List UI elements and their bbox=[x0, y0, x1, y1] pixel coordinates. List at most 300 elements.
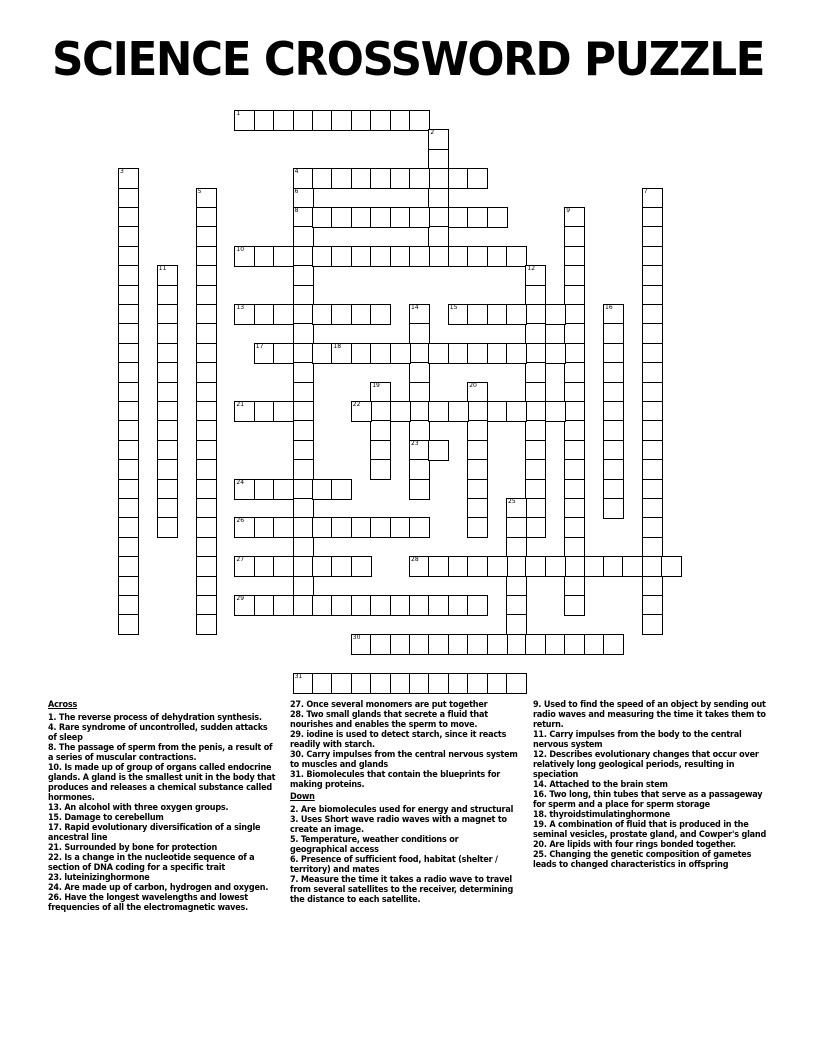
grid-cell[interactable] bbox=[118, 265, 139, 286]
grid-cell[interactable] bbox=[370, 517, 391, 538]
grid-cell[interactable] bbox=[254, 517, 275, 538]
grid-cell[interactable] bbox=[564, 595, 585, 616]
grid-cell[interactable] bbox=[196, 207, 217, 228]
grid-cell[interactable] bbox=[409, 246, 430, 267]
grid-cell[interactable] bbox=[157, 323, 178, 344]
grid-cell[interactable] bbox=[642, 420, 663, 441]
grid-cell[interactable] bbox=[545, 401, 566, 422]
grid-cell[interactable] bbox=[293, 304, 314, 325]
grid-cell[interactable] bbox=[312, 343, 333, 364]
grid-cell[interactable] bbox=[293, 323, 314, 344]
grid-cell[interactable] bbox=[331, 207, 352, 228]
grid-cell[interactable] bbox=[118, 285, 139, 306]
grid-cell[interactable] bbox=[293, 576, 314, 597]
grid-cell[interactable] bbox=[409, 556, 430, 577]
grid-cell[interactable] bbox=[293, 556, 314, 577]
grid-cell[interactable] bbox=[293, 188, 314, 209]
grid-cell[interactable] bbox=[642, 556, 663, 577]
grid-cell[interactable] bbox=[428, 149, 449, 170]
grid-cell[interactable] bbox=[603, 498, 624, 519]
grid-cell[interactable] bbox=[196, 517, 217, 538]
grid-cell[interactable] bbox=[409, 401, 430, 422]
grid-cell[interactable] bbox=[467, 556, 488, 577]
grid-cell[interactable] bbox=[390, 517, 411, 538]
grid-cell[interactable] bbox=[564, 537, 585, 558]
grid-cell[interactable] bbox=[273, 479, 294, 500]
grid-cell[interactable] bbox=[196, 188, 217, 209]
grid-cell[interactable] bbox=[409, 517, 430, 538]
grid-cell[interactable] bbox=[351, 168, 372, 189]
grid-cell[interactable] bbox=[118, 207, 139, 228]
grid-cell[interactable] bbox=[525, 304, 546, 325]
grid-cell[interactable] bbox=[428, 343, 449, 364]
grid-cell[interactable] bbox=[390, 168, 411, 189]
grid-cell[interactable] bbox=[331, 556, 352, 577]
grid-cell[interactable] bbox=[448, 168, 469, 189]
grid-cell[interactable] bbox=[603, 323, 624, 344]
grid-cell[interactable] bbox=[448, 343, 469, 364]
grid-cell[interactable] bbox=[312, 246, 333, 267]
grid-cell[interactable] bbox=[331, 304, 352, 325]
grid-cell[interactable] bbox=[234, 479, 255, 500]
grid-cell[interactable] bbox=[487, 207, 508, 228]
grid-cell[interactable] bbox=[273, 110, 294, 131]
grid-cell[interactable] bbox=[351, 304, 372, 325]
grid-cell[interactable] bbox=[642, 537, 663, 558]
grid-cell[interactable] bbox=[506, 576, 527, 597]
grid-cell[interactable] bbox=[370, 595, 391, 616]
grid-cell[interactable] bbox=[409, 362, 430, 383]
grid-cell[interactable] bbox=[351, 595, 372, 616]
grid-cell[interactable] bbox=[467, 401, 488, 422]
grid-cell[interactable] bbox=[370, 382, 391, 403]
grid-cell[interactable] bbox=[157, 265, 178, 286]
grid-cell[interactable] bbox=[157, 343, 178, 364]
grid-cell[interactable] bbox=[467, 207, 488, 228]
grid-cell[interactable] bbox=[370, 440, 391, 461]
grid-cell[interactable] bbox=[118, 168, 139, 189]
grid-cell[interactable] bbox=[312, 595, 333, 616]
grid-cell[interactable] bbox=[448, 246, 469, 267]
grid-cell[interactable] bbox=[603, 556, 624, 577]
grid-cell[interactable] bbox=[642, 226, 663, 247]
grid-cell[interactable] bbox=[506, 614, 527, 635]
grid-cell[interactable] bbox=[603, 382, 624, 403]
grid-cell[interactable] bbox=[467, 673, 488, 694]
grid-cell[interactable] bbox=[157, 517, 178, 538]
grid-cell[interactable] bbox=[390, 110, 411, 131]
grid-cell[interactable] bbox=[293, 537, 314, 558]
grid-cell[interactable] bbox=[234, 556, 255, 577]
grid-cell[interactable] bbox=[448, 304, 469, 325]
grid-cell[interactable] bbox=[293, 207, 314, 228]
grid-cell[interactable] bbox=[370, 343, 391, 364]
grid-cell[interactable] bbox=[118, 440, 139, 461]
grid-cell[interactable] bbox=[506, 537, 527, 558]
grid-cell[interactable] bbox=[118, 459, 139, 480]
grid-cell[interactable] bbox=[448, 401, 469, 422]
grid-cell[interactable] bbox=[254, 343, 275, 364]
grid-cell[interactable] bbox=[157, 285, 178, 306]
grid-cell[interactable] bbox=[428, 673, 449, 694]
grid-cell[interactable] bbox=[564, 207, 585, 228]
grid-cell[interactable] bbox=[506, 304, 527, 325]
grid-cell[interactable] bbox=[293, 110, 314, 131]
grid-cell[interactable] bbox=[390, 595, 411, 616]
grid-cell[interactable] bbox=[370, 673, 391, 694]
grid-cell[interactable] bbox=[467, 517, 488, 538]
grid-cell[interactable] bbox=[409, 304, 430, 325]
grid-cell[interactable] bbox=[448, 673, 469, 694]
grid-cell[interactable] bbox=[390, 246, 411, 267]
grid-cell[interactable] bbox=[293, 285, 314, 306]
grid-cell[interactable] bbox=[545, 634, 566, 655]
grid-cell[interactable] bbox=[234, 110, 255, 131]
grid-cell[interactable] bbox=[487, 673, 508, 694]
grid-cell[interactable] bbox=[293, 226, 314, 247]
grid-cell[interactable] bbox=[196, 498, 217, 519]
grid-cell[interactable] bbox=[584, 634, 605, 655]
grid-cell[interactable] bbox=[118, 517, 139, 538]
grid-cell[interactable] bbox=[409, 110, 430, 131]
grid-cell[interactable] bbox=[118, 479, 139, 500]
grid-cell[interactable] bbox=[196, 246, 217, 267]
grid-cell[interactable] bbox=[525, 362, 546, 383]
grid-cell[interactable] bbox=[506, 401, 527, 422]
grid-cell[interactable] bbox=[487, 304, 508, 325]
grid-cell[interactable] bbox=[467, 440, 488, 461]
grid-cell[interactable] bbox=[370, 459, 391, 480]
grid-cell[interactable] bbox=[157, 382, 178, 403]
grid-cell[interactable] bbox=[642, 304, 663, 325]
grid-cell[interactable] bbox=[254, 246, 275, 267]
grid-cell[interactable] bbox=[370, 401, 391, 422]
grid-cell[interactable] bbox=[254, 556, 275, 577]
grid-cell[interactable] bbox=[642, 285, 663, 306]
grid-cell[interactable] bbox=[428, 634, 449, 655]
grid-cell[interactable] bbox=[525, 634, 546, 655]
grid-cell[interactable] bbox=[467, 634, 488, 655]
grid-cell[interactable] bbox=[642, 265, 663, 286]
grid-cell[interactable] bbox=[409, 323, 430, 344]
grid-cell[interactable] bbox=[273, 595, 294, 616]
grid-cell[interactable] bbox=[467, 479, 488, 500]
grid-cell[interactable] bbox=[428, 246, 449, 267]
grid-cell[interactable] bbox=[331, 168, 352, 189]
grid-cell[interactable] bbox=[390, 207, 411, 228]
grid-cell[interactable] bbox=[409, 168, 430, 189]
grid-cell[interactable] bbox=[506, 673, 527, 694]
grid-cell[interactable] bbox=[506, 246, 527, 267]
grid-cell[interactable] bbox=[370, 246, 391, 267]
grid-cell[interactable] bbox=[564, 459, 585, 480]
grid-cell[interactable] bbox=[196, 614, 217, 635]
grid-cell[interactable] bbox=[196, 401, 217, 422]
grid-cell[interactable] bbox=[157, 479, 178, 500]
grid-cell[interactable] bbox=[234, 595, 255, 616]
grid-cell[interactable] bbox=[234, 304, 255, 325]
grid-cell[interactable] bbox=[409, 440, 430, 461]
grid-cell[interactable] bbox=[603, 634, 624, 655]
grid-cell[interactable] bbox=[351, 343, 372, 364]
grid-cell[interactable] bbox=[564, 382, 585, 403]
grid-cell[interactable] bbox=[351, 110, 372, 131]
grid-cell[interactable] bbox=[118, 537, 139, 558]
grid-cell[interactable] bbox=[409, 479, 430, 500]
grid-cell[interactable] bbox=[467, 343, 488, 364]
grid-cell[interactable] bbox=[273, 517, 294, 538]
grid-cell[interactable] bbox=[525, 459, 546, 480]
grid-cell[interactable] bbox=[525, 382, 546, 403]
grid-cell[interactable] bbox=[196, 285, 217, 306]
grid-cell[interactable] bbox=[331, 110, 352, 131]
grid-cell[interactable] bbox=[564, 479, 585, 500]
grid-cell[interactable] bbox=[196, 440, 217, 461]
grid-cell[interactable] bbox=[312, 110, 333, 131]
grid-cell[interactable] bbox=[525, 323, 546, 344]
grid-cell[interactable] bbox=[293, 517, 314, 538]
grid-cell[interactable] bbox=[196, 537, 217, 558]
grid-cell[interactable] bbox=[564, 401, 585, 422]
grid-cell[interactable] bbox=[196, 226, 217, 247]
grid-cell[interactable] bbox=[331, 517, 352, 538]
grid-cell[interactable] bbox=[196, 556, 217, 577]
grid-cell[interactable] bbox=[545, 343, 566, 364]
grid-cell[interactable] bbox=[545, 556, 566, 577]
grid-cell[interactable] bbox=[351, 246, 372, 267]
grid-cell[interactable] bbox=[351, 673, 372, 694]
grid-cell[interactable] bbox=[331, 246, 352, 267]
grid-cell[interactable] bbox=[603, 304, 624, 325]
grid-cell[interactable] bbox=[118, 343, 139, 364]
grid-cell[interactable] bbox=[564, 556, 585, 577]
grid-cell[interactable] bbox=[409, 634, 430, 655]
grid-cell[interactable] bbox=[428, 168, 449, 189]
grid-cell[interactable] bbox=[603, 479, 624, 500]
grid-cell[interactable] bbox=[293, 382, 314, 403]
grid-cell[interactable] bbox=[293, 459, 314, 480]
grid-cell[interactable] bbox=[428, 129, 449, 150]
grid-cell[interactable] bbox=[428, 595, 449, 616]
grid-cell[interactable] bbox=[293, 595, 314, 616]
grid-cell[interactable] bbox=[331, 343, 352, 364]
grid-cell[interactable] bbox=[642, 498, 663, 519]
grid-cell[interactable] bbox=[487, 556, 508, 577]
grid-cell[interactable] bbox=[545, 304, 566, 325]
grid-cell[interactable] bbox=[118, 382, 139, 403]
grid-cell[interactable] bbox=[428, 188, 449, 209]
grid-cell[interactable] bbox=[293, 479, 314, 500]
grid-cell[interactable] bbox=[157, 401, 178, 422]
grid-cell[interactable] bbox=[390, 401, 411, 422]
grid-cell[interactable] bbox=[564, 246, 585, 267]
grid-cell[interactable] bbox=[293, 343, 314, 364]
grid-cell[interactable] bbox=[351, 517, 372, 538]
grid-cell[interactable] bbox=[642, 614, 663, 635]
grid-cell[interactable] bbox=[273, 343, 294, 364]
grid-cell[interactable] bbox=[525, 401, 546, 422]
grid-cell[interactable] bbox=[118, 226, 139, 247]
grid-cell[interactable] bbox=[564, 226, 585, 247]
grid-cell[interactable] bbox=[525, 343, 546, 364]
grid-cell[interactable] bbox=[118, 420, 139, 441]
grid-cell[interactable] bbox=[564, 323, 585, 344]
grid-cell[interactable] bbox=[254, 479, 275, 500]
grid-cell[interactable] bbox=[409, 459, 430, 480]
grid-cell[interactable] bbox=[642, 595, 663, 616]
grid-cell[interactable] bbox=[254, 304, 275, 325]
grid-cell[interactable] bbox=[118, 304, 139, 325]
grid-cell[interactable] bbox=[448, 634, 469, 655]
grid-cell[interactable] bbox=[157, 304, 178, 325]
grid-cell[interactable] bbox=[467, 304, 488, 325]
grid-cell[interactable] bbox=[293, 673, 314, 694]
grid-cell[interactable] bbox=[370, 110, 391, 131]
grid-cell[interactable] bbox=[448, 556, 469, 577]
grid-cell[interactable] bbox=[603, 440, 624, 461]
grid-cell[interactable] bbox=[525, 285, 546, 306]
grid-cell[interactable] bbox=[642, 517, 663, 538]
grid-cell[interactable] bbox=[118, 576, 139, 597]
grid-cell[interactable] bbox=[603, 343, 624, 364]
grid-cell[interactable] bbox=[506, 343, 527, 364]
grid-cell[interactable] bbox=[273, 246, 294, 267]
grid-cell[interactable] bbox=[487, 343, 508, 364]
grid-cell[interactable] bbox=[196, 479, 217, 500]
grid-cell[interactable] bbox=[525, 420, 546, 441]
grid-cell[interactable] bbox=[603, 420, 624, 441]
grid-cell[interactable] bbox=[642, 323, 663, 344]
grid-cell[interactable] bbox=[564, 634, 585, 655]
grid-cell[interactable] bbox=[390, 634, 411, 655]
grid-cell[interactable] bbox=[118, 556, 139, 577]
grid-cell[interactable] bbox=[467, 246, 488, 267]
grid-cell[interactable] bbox=[273, 401, 294, 422]
grid-cell[interactable] bbox=[293, 401, 314, 422]
grid-cell[interactable] bbox=[409, 207, 430, 228]
grid-cell[interactable] bbox=[351, 556, 372, 577]
grid-cell[interactable] bbox=[157, 440, 178, 461]
grid-cell[interactable] bbox=[467, 420, 488, 441]
grid-cell[interactable] bbox=[390, 343, 411, 364]
grid-cell[interactable] bbox=[293, 420, 314, 441]
grid-cell[interactable] bbox=[564, 343, 585, 364]
grid-cell[interactable] bbox=[370, 420, 391, 441]
grid-cell[interactable] bbox=[564, 304, 585, 325]
grid-cell[interactable] bbox=[525, 556, 546, 577]
grid-cell[interactable] bbox=[312, 673, 333, 694]
grid-cell[interactable] bbox=[351, 401, 372, 422]
grid-cell[interactable] bbox=[312, 556, 333, 577]
grid-cell[interactable] bbox=[351, 207, 372, 228]
grid-cell[interactable] bbox=[661, 556, 682, 577]
grid-cell[interactable] bbox=[622, 556, 643, 577]
grid-cell[interactable] bbox=[467, 595, 488, 616]
grid-cell[interactable] bbox=[564, 420, 585, 441]
grid-cell[interactable] bbox=[390, 673, 411, 694]
grid-cell[interactable] bbox=[370, 207, 391, 228]
grid-cell[interactable] bbox=[487, 246, 508, 267]
grid-cell[interactable] bbox=[448, 207, 469, 228]
grid-cell[interactable] bbox=[564, 285, 585, 306]
grid-cell[interactable] bbox=[312, 517, 333, 538]
grid-cell[interactable] bbox=[448, 595, 469, 616]
grid-cell[interactable] bbox=[196, 576, 217, 597]
grid-cell[interactable] bbox=[273, 304, 294, 325]
grid-cell[interactable] bbox=[428, 401, 449, 422]
grid-cell[interactable] bbox=[157, 420, 178, 441]
grid-cell[interactable] bbox=[525, 440, 546, 461]
grid-cell[interactable] bbox=[564, 517, 585, 538]
grid-cell[interactable] bbox=[370, 634, 391, 655]
grid-cell[interactable] bbox=[642, 459, 663, 480]
grid-cell[interactable] bbox=[642, 440, 663, 461]
grid-cell[interactable] bbox=[642, 479, 663, 500]
grid-cell[interactable] bbox=[525, 498, 546, 519]
grid-cell[interactable] bbox=[118, 595, 139, 616]
grid-cell[interactable] bbox=[312, 479, 333, 500]
grid-cell[interactable] bbox=[564, 362, 585, 383]
grid-cell[interactable] bbox=[467, 168, 488, 189]
grid-cell[interactable] bbox=[254, 401, 275, 422]
grid-cell[interactable] bbox=[564, 265, 585, 286]
grid-cell[interactable] bbox=[118, 246, 139, 267]
grid-cell[interactable] bbox=[312, 168, 333, 189]
grid-cell[interactable] bbox=[254, 110, 275, 131]
grid-cell[interactable] bbox=[506, 634, 527, 655]
grid-cell[interactable] bbox=[118, 362, 139, 383]
grid-cell[interactable] bbox=[428, 440, 449, 461]
grid-cell[interactable] bbox=[428, 556, 449, 577]
grid-cell[interactable] bbox=[196, 382, 217, 403]
grid-cell[interactable] bbox=[157, 362, 178, 383]
grid-cell[interactable] bbox=[234, 246, 255, 267]
grid-cell[interactable] bbox=[564, 576, 585, 597]
grid-cell[interactable] bbox=[196, 265, 217, 286]
grid-cell[interactable] bbox=[506, 498, 527, 519]
grid-cell[interactable] bbox=[196, 459, 217, 480]
grid-cell[interactable] bbox=[409, 382, 430, 403]
grid-cell[interactable] bbox=[196, 595, 217, 616]
grid-cell[interactable] bbox=[118, 401, 139, 422]
grid-cell[interactable] bbox=[234, 517, 255, 538]
grid-cell[interactable] bbox=[428, 226, 449, 247]
grid-cell[interactable] bbox=[331, 479, 352, 500]
grid-cell[interactable] bbox=[351, 634, 372, 655]
grid-cell[interactable] bbox=[118, 614, 139, 635]
grid-cell[interactable] bbox=[506, 517, 527, 538]
grid-cell[interactable] bbox=[370, 168, 391, 189]
grid-cell[interactable] bbox=[157, 498, 178, 519]
grid-cell[interactable] bbox=[293, 440, 314, 461]
grid-cell[interactable] bbox=[642, 343, 663, 364]
grid-cell[interactable] bbox=[642, 382, 663, 403]
grid-cell[interactable] bbox=[487, 401, 508, 422]
grid-cell[interactable] bbox=[409, 343, 430, 364]
grid-cell[interactable] bbox=[196, 420, 217, 441]
grid-cell[interactable] bbox=[467, 459, 488, 480]
grid-cell[interactable] bbox=[428, 207, 449, 228]
grid-cell[interactable] bbox=[584, 556, 605, 577]
grid-cell[interactable] bbox=[525, 479, 546, 500]
grid-cell[interactable] bbox=[118, 498, 139, 519]
grid-cell[interactable] bbox=[603, 401, 624, 422]
grid-cell[interactable] bbox=[293, 168, 314, 189]
grid-cell[interactable] bbox=[642, 188, 663, 209]
grid-cell[interactable] bbox=[642, 362, 663, 383]
grid-cell[interactable] bbox=[273, 556, 294, 577]
grid-cell[interactable] bbox=[234, 401, 255, 422]
